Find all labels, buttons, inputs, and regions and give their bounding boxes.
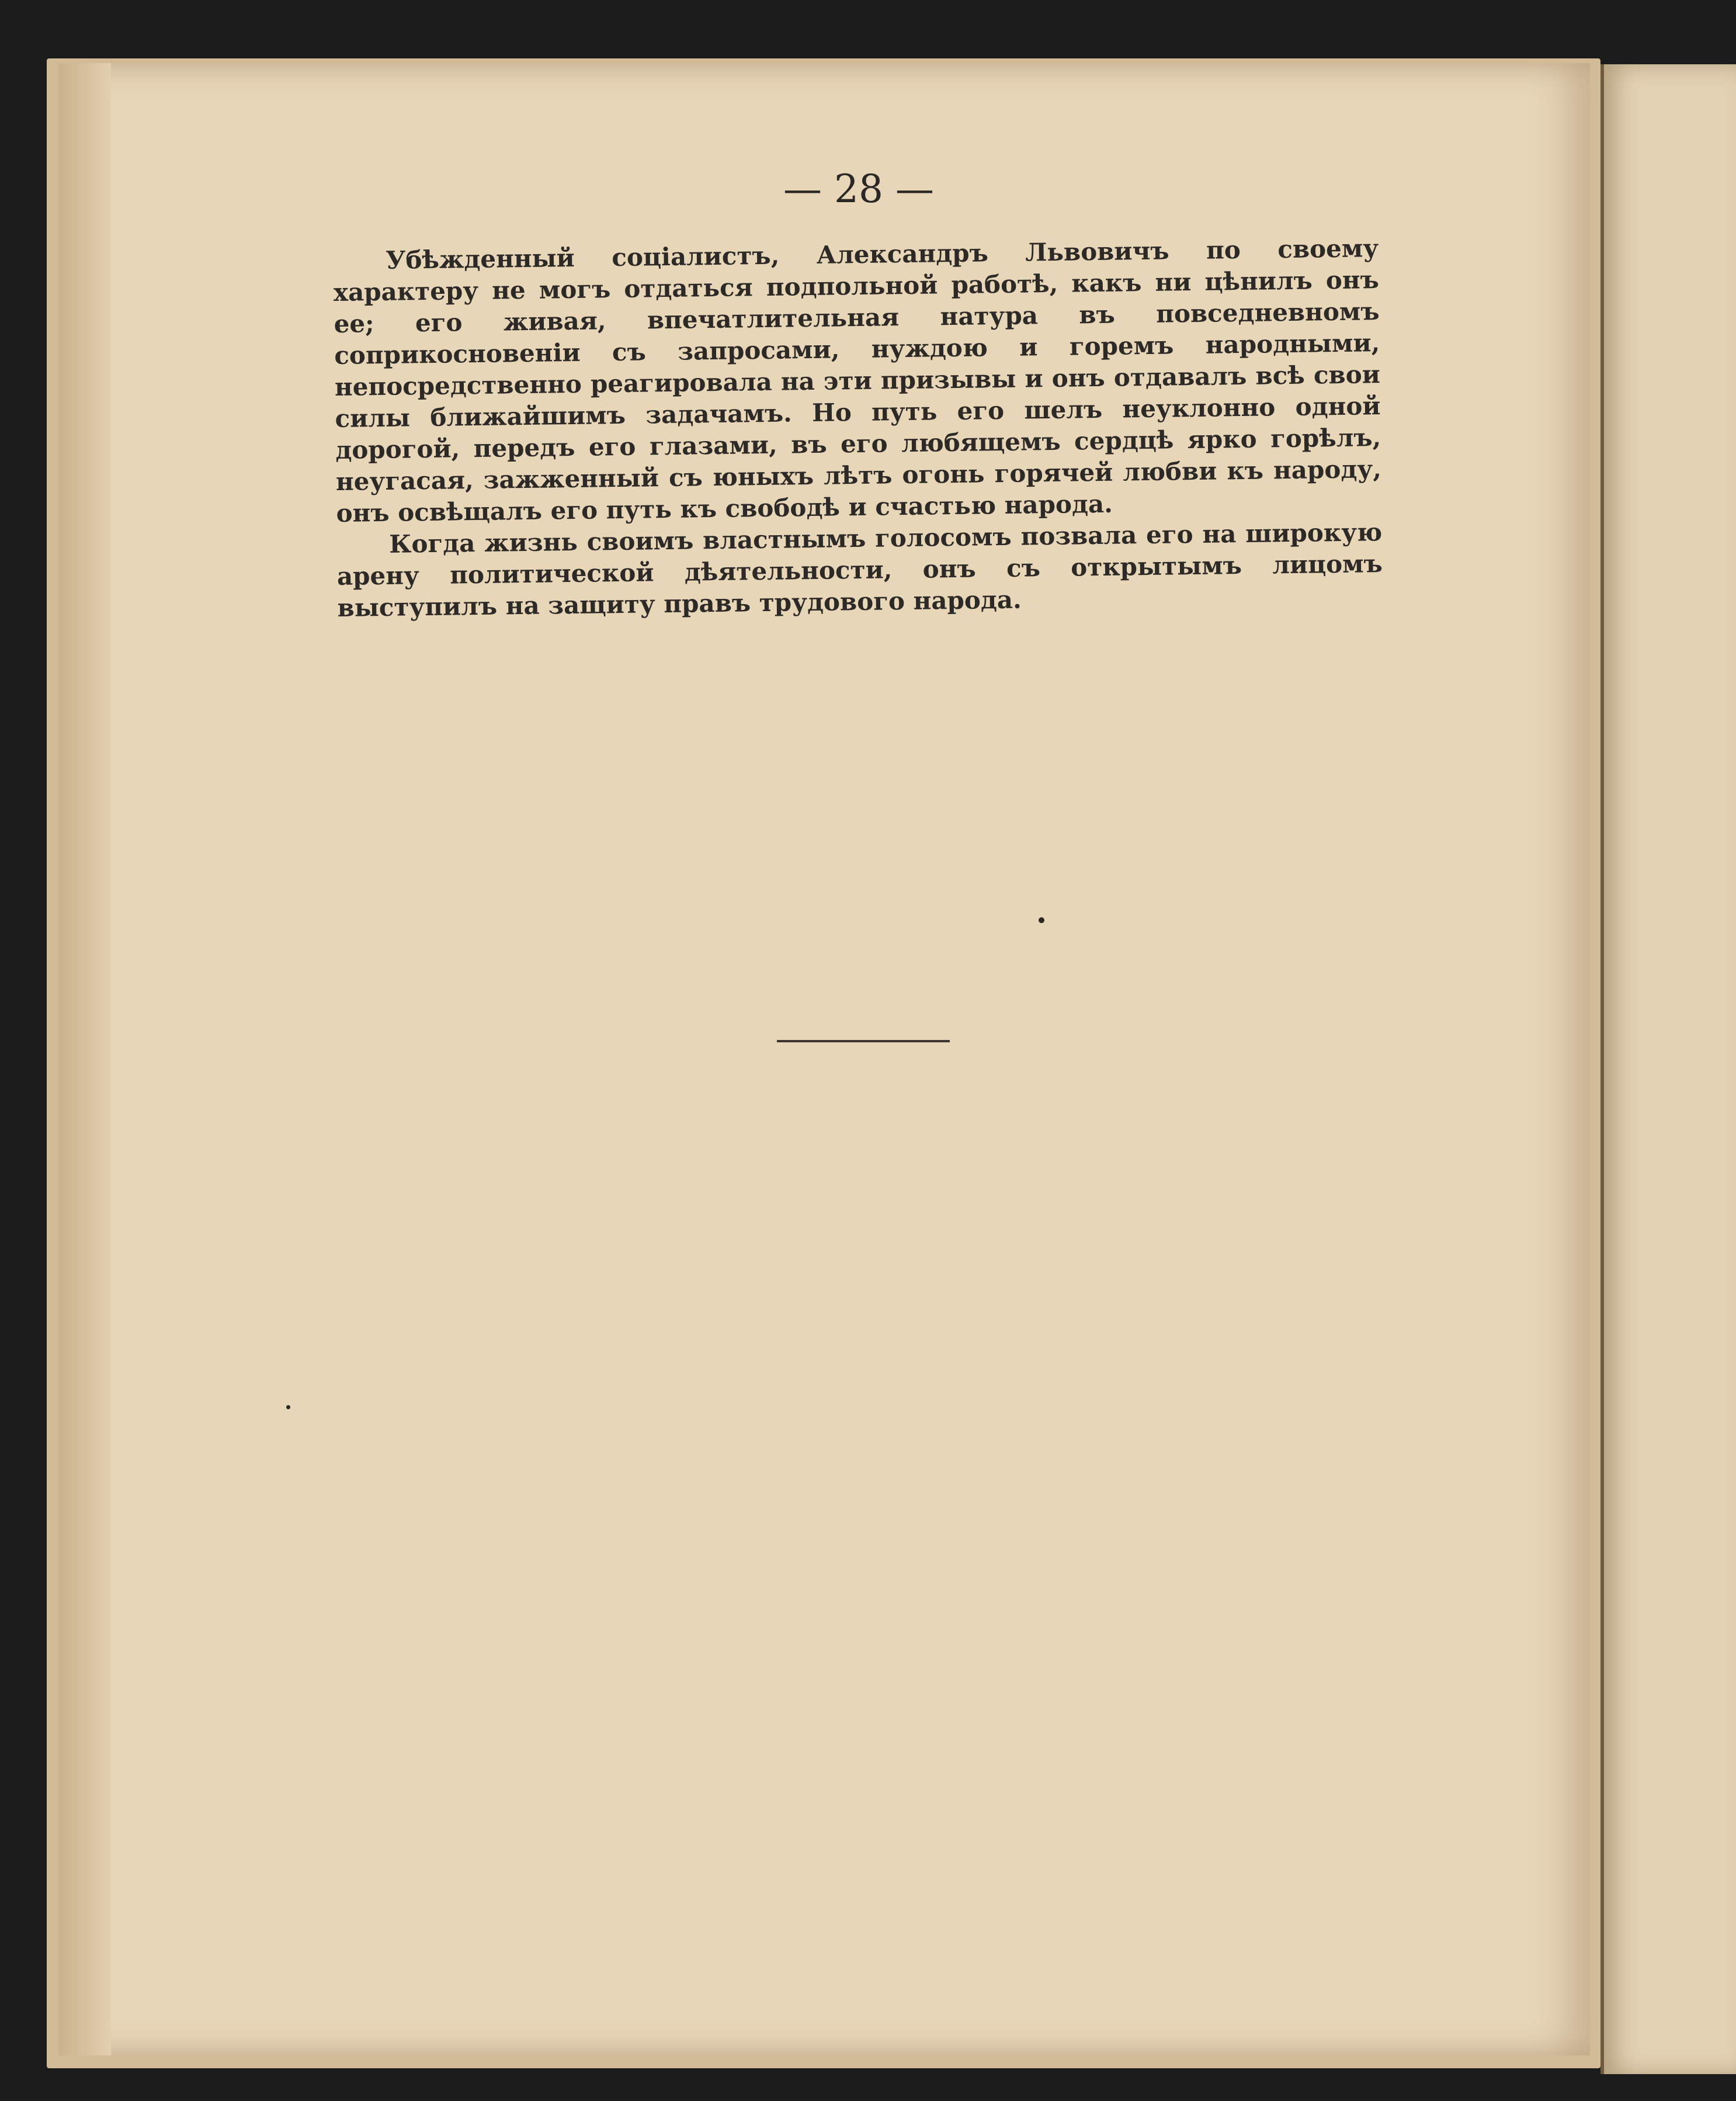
page-edge — [58, 63, 111, 2055]
body-text — [333, 233, 1383, 624]
paragraph: Когда жизнь своимъ властнымъ голосомъ позвала его на широкую арену политической дѣятельности, онъ съ открытымъ лицомъ выступилъ на защиту правъ трудового народа. — [336, 518, 1383, 622]
page-number: — 28 — — [783, 167, 934, 212]
end-rule — [777, 1040, 950, 1042]
facing-page-edge — [1600, 64, 1736, 2074]
ink-speck — [286, 1405, 290, 1409]
paragraph: Убѣжденный соціалистъ, Александръ Львовичъ по своему характеру не могъ отдаться подпольной работѣ, какъ ни цѣнилъ онъ ее; его живая, впечатлительная натура въ повседневномъ соприкосновеніи съ запросами, нуждою и горемъ народными, непосредственно реагировала на эти призывы и онъ отдавалъ всѣ свои силы ближайшимъ задачамъ. Но путь его шелъ неуклонно одной дорогой, передъ его глазами, въ его любящемъ сердцѣ ярко горѣлъ, неугасая, зажженный съ юныхъ лѣтъ огонь горячей любви къ народу, онъ освѣщалъ его путь къ свободѣ и счастью народа. — [333, 234, 1382, 528]
ink-speck — [1039, 917, 1044, 923]
